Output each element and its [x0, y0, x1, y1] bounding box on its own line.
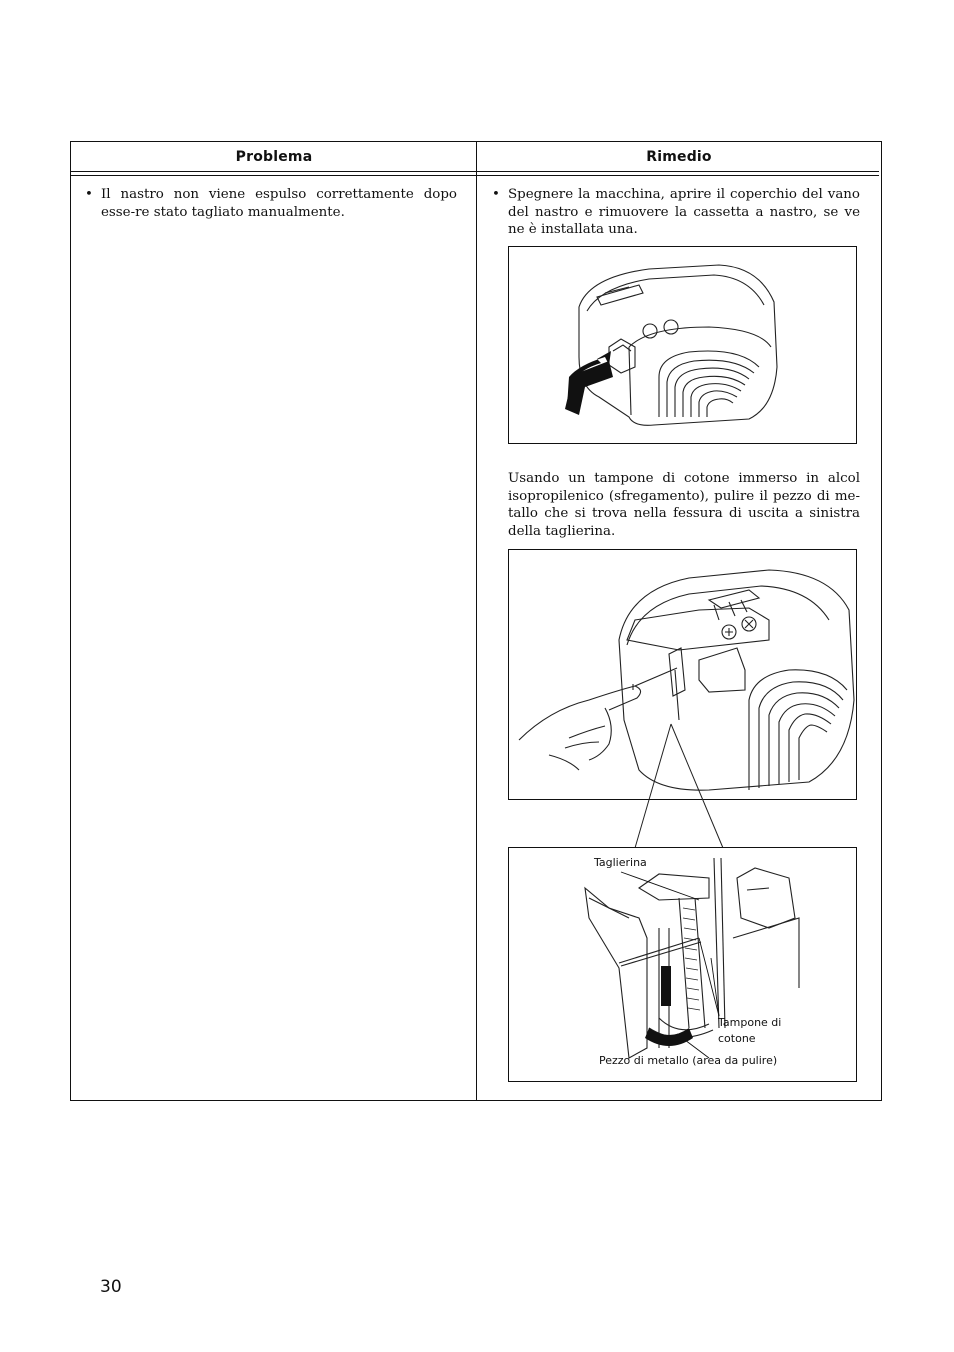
figure-open-cover: [508, 246, 857, 444]
header-double-rule: [71, 175, 879, 176]
label-swab-1: Tampone di: [718, 1016, 782, 1029]
printer-illustration-1: [509, 247, 856, 443]
column-divider: [476, 142, 477, 1100]
header-problem: Problema: [71, 142, 477, 172]
page-number: 30: [100, 1277, 122, 1297]
bullet: •: [492, 187, 500, 202]
label-cutter: Taglierina: [594, 856, 647, 869]
remedy-step-1-text: Spegnere la macchina, aprire il coperchio del vano del nastro e rimuovere la cassetta a nastro, se ve ne è installata una.: [508, 187, 860, 237]
zoom-connector: [631, 722, 731, 852]
label-metal-part: Pezzo di metallo (area da pulire): [599, 1054, 778, 1067]
header-remedy: Rimedio: [646, 149, 712, 165]
bullet: •: [85, 187, 93, 202]
header-rule: [477, 171, 879, 172]
remedy-step-2-text: Usando un tampone di cotone immerso in alcol isopropilenico (sfregamento), pulire il pezzo di me-tallo che si trova nella fessura di uscita a sinistra della taglierina.: [508, 471, 860, 539]
figure-detail: [508, 847, 857, 1082]
label-swab-2: cotone: [718, 1032, 756, 1045]
cutter-detail-illustration: [509, 848, 856, 1081]
problem-text: Il nastro non viene espulso correttamente dopo esse-re stato tagliato manualmente.: [101, 187, 457, 220]
troubleshooting-table: [70, 141, 882, 1101]
